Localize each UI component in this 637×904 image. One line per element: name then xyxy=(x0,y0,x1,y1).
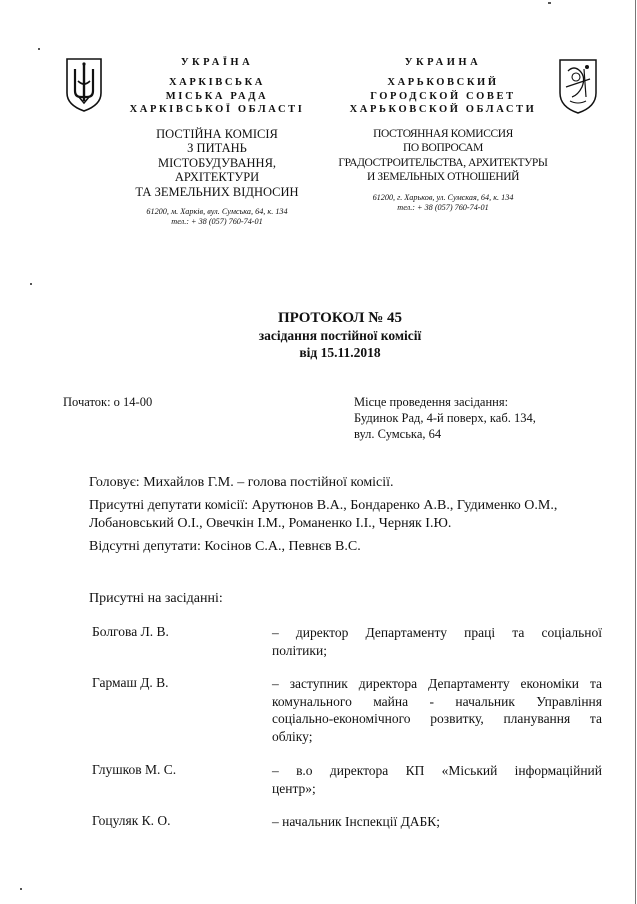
attendee-role-line: – директор Департаменту праці та соціальної xyxy=(272,625,602,640)
scan-speck xyxy=(38,48,40,50)
present-deputies-line: Присутні депутати комісії: Арутюнов В.А., Бондаренко А.В., Гудименко О.М., xyxy=(89,498,558,513)
phone-line: тел.: + 38 (057) 760-74-01 xyxy=(171,217,263,226)
scan-speck xyxy=(20,888,22,890)
address-line: 61200, м. Харків, вул. Сумська, 64, к. 134 xyxy=(146,207,288,216)
header-russian xyxy=(338,57,548,213)
location-line: вул. Сумська, 64 xyxy=(354,427,442,441)
ukraine-coat-of-arms-icon xyxy=(64,57,104,113)
attendee-role xyxy=(272,675,602,745)
scan-speck xyxy=(30,283,32,285)
commission-name-line: ТА ЗЕМЕЛЬНИХ ВІДНОСИН xyxy=(135,184,299,199)
attendee-role-line: – в.о директора КП «Міський інформаційний xyxy=(272,763,602,778)
protocol-number: ПРОТОКОЛ № 45 xyxy=(277,310,403,326)
council-name-line: ХАРКІВСЬКОЇ ОБЛАСТІ xyxy=(129,104,305,115)
protocol-date: від 15.11.2018 xyxy=(299,345,381,360)
kharkiv-coat-of-arms-icon xyxy=(556,57,600,115)
commission-name-line: ПОСТІЙНА КОМІСІЯ xyxy=(156,126,278,141)
attendee-role-line: політики; xyxy=(272,642,327,658)
attendee-name: Болгова Л. В. xyxy=(92,624,169,639)
attendees-heading: Присутні на засіданні: xyxy=(89,591,223,606)
commission-name-line: И ЗЕМЕЛЬНЫХ ОТНОШЕНИЙ xyxy=(366,171,520,183)
commission-name-line: МІСТОБУДУВАННЯ, АРХІТЕКТУРИ xyxy=(157,155,277,184)
address-line: 61200, г. Харьков, ул. Сумская, 64, к. 134 xyxy=(372,192,514,202)
country-name: УКРАЇНА xyxy=(180,57,254,68)
present-deputies-line: Лобановський О.І., Овечкін І.М., Романенко І.І., Черняк І.Ю. xyxy=(89,516,452,531)
attendee-name: Гармаш Д. В. xyxy=(92,675,169,690)
attendee-role-line: – заступник директора Департаменту економіки та xyxy=(272,676,602,691)
meeting-location xyxy=(354,394,536,442)
scan-edge xyxy=(635,0,636,904)
header-ukrainian xyxy=(117,57,317,227)
start-time: Початок: о 14-00 xyxy=(63,395,153,409)
council-name-line: ХАРЬКОВСКОЙ ОБЛАСТИ xyxy=(349,104,537,115)
commission-name-line: ПО ВОПРОСАМ xyxy=(403,142,483,154)
attendee-role-line: обліку; xyxy=(272,728,313,744)
attendee-role xyxy=(272,624,602,659)
location-line: Місце проведення засідання: xyxy=(354,395,509,409)
attendee-role-line: соціально-економічного розвитку, планування та xyxy=(272,711,602,726)
scan-speck xyxy=(548,2,551,4)
phone-line: тел.: + 38 (057) 760-74-01 xyxy=(397,202,489,212)
commission-name-line: ГРАДОСТРОИТЕЛЬСТВА, АРХИТЕКТУРЫ xyxy=(338,156,548,169)
commission-name-line: З ПИТАНЬ xyxy=(187,141,247,155)
chairperson: Головує: Михайлов Г.М. – голова постійної комісії. xyxy=(89,475,394,490)
council-name-line: ХАРКІВСЬКА xyxy=(168,77,265,88)
protocol-subtitle: засідання постійної комісії xyxy=(258,328,422,343)
attendee-role-line: комунального майна - начальник Управління xyxy=(272,693,602,709)
attendee-name: Глушков М. С. xyxy=(92,762,177,777)
council-name-line: ХАРЬКОВСКИЙ xyxy=(387,77,499,88)
location-line: Будинок Рад, 4-й поверх, каб. 134, xyxy=(354,411,536,425)
country-name: УКРАИНА xyxy=(404,57,482,68)
commission-name-line: ПОСТОЯННАЯ КОМИССИЯ xyxy=(373,127,513,140)
attendee-role xyxy=(272,762,602,797)
attendee-role xyxy=(272,813,602,831)
absent-deputies: Відсутні депутати: Косінов С.А., Певнєв В.С. xyxy=(89,539,361,554)
council-name-line: ГОРОДСКОЙ СОВЕТ xyxy=(370,90,516,102)
present-deputies xyxy=(89,497,609,533)
protocol-title xyxy=(150,310,530,361)
council-name-line: МІСЬКА РАДА xyxy=(165,90,269,102)
attendee-role-line: центр»; xyxy=(272,780,316,796)
attendee-name: Гоцуляк К. О. xyxy=(92,813,171,828)
attendee-role-line: – начальник Інспекції ДАБК; xyxy=(272,814,441,829)
